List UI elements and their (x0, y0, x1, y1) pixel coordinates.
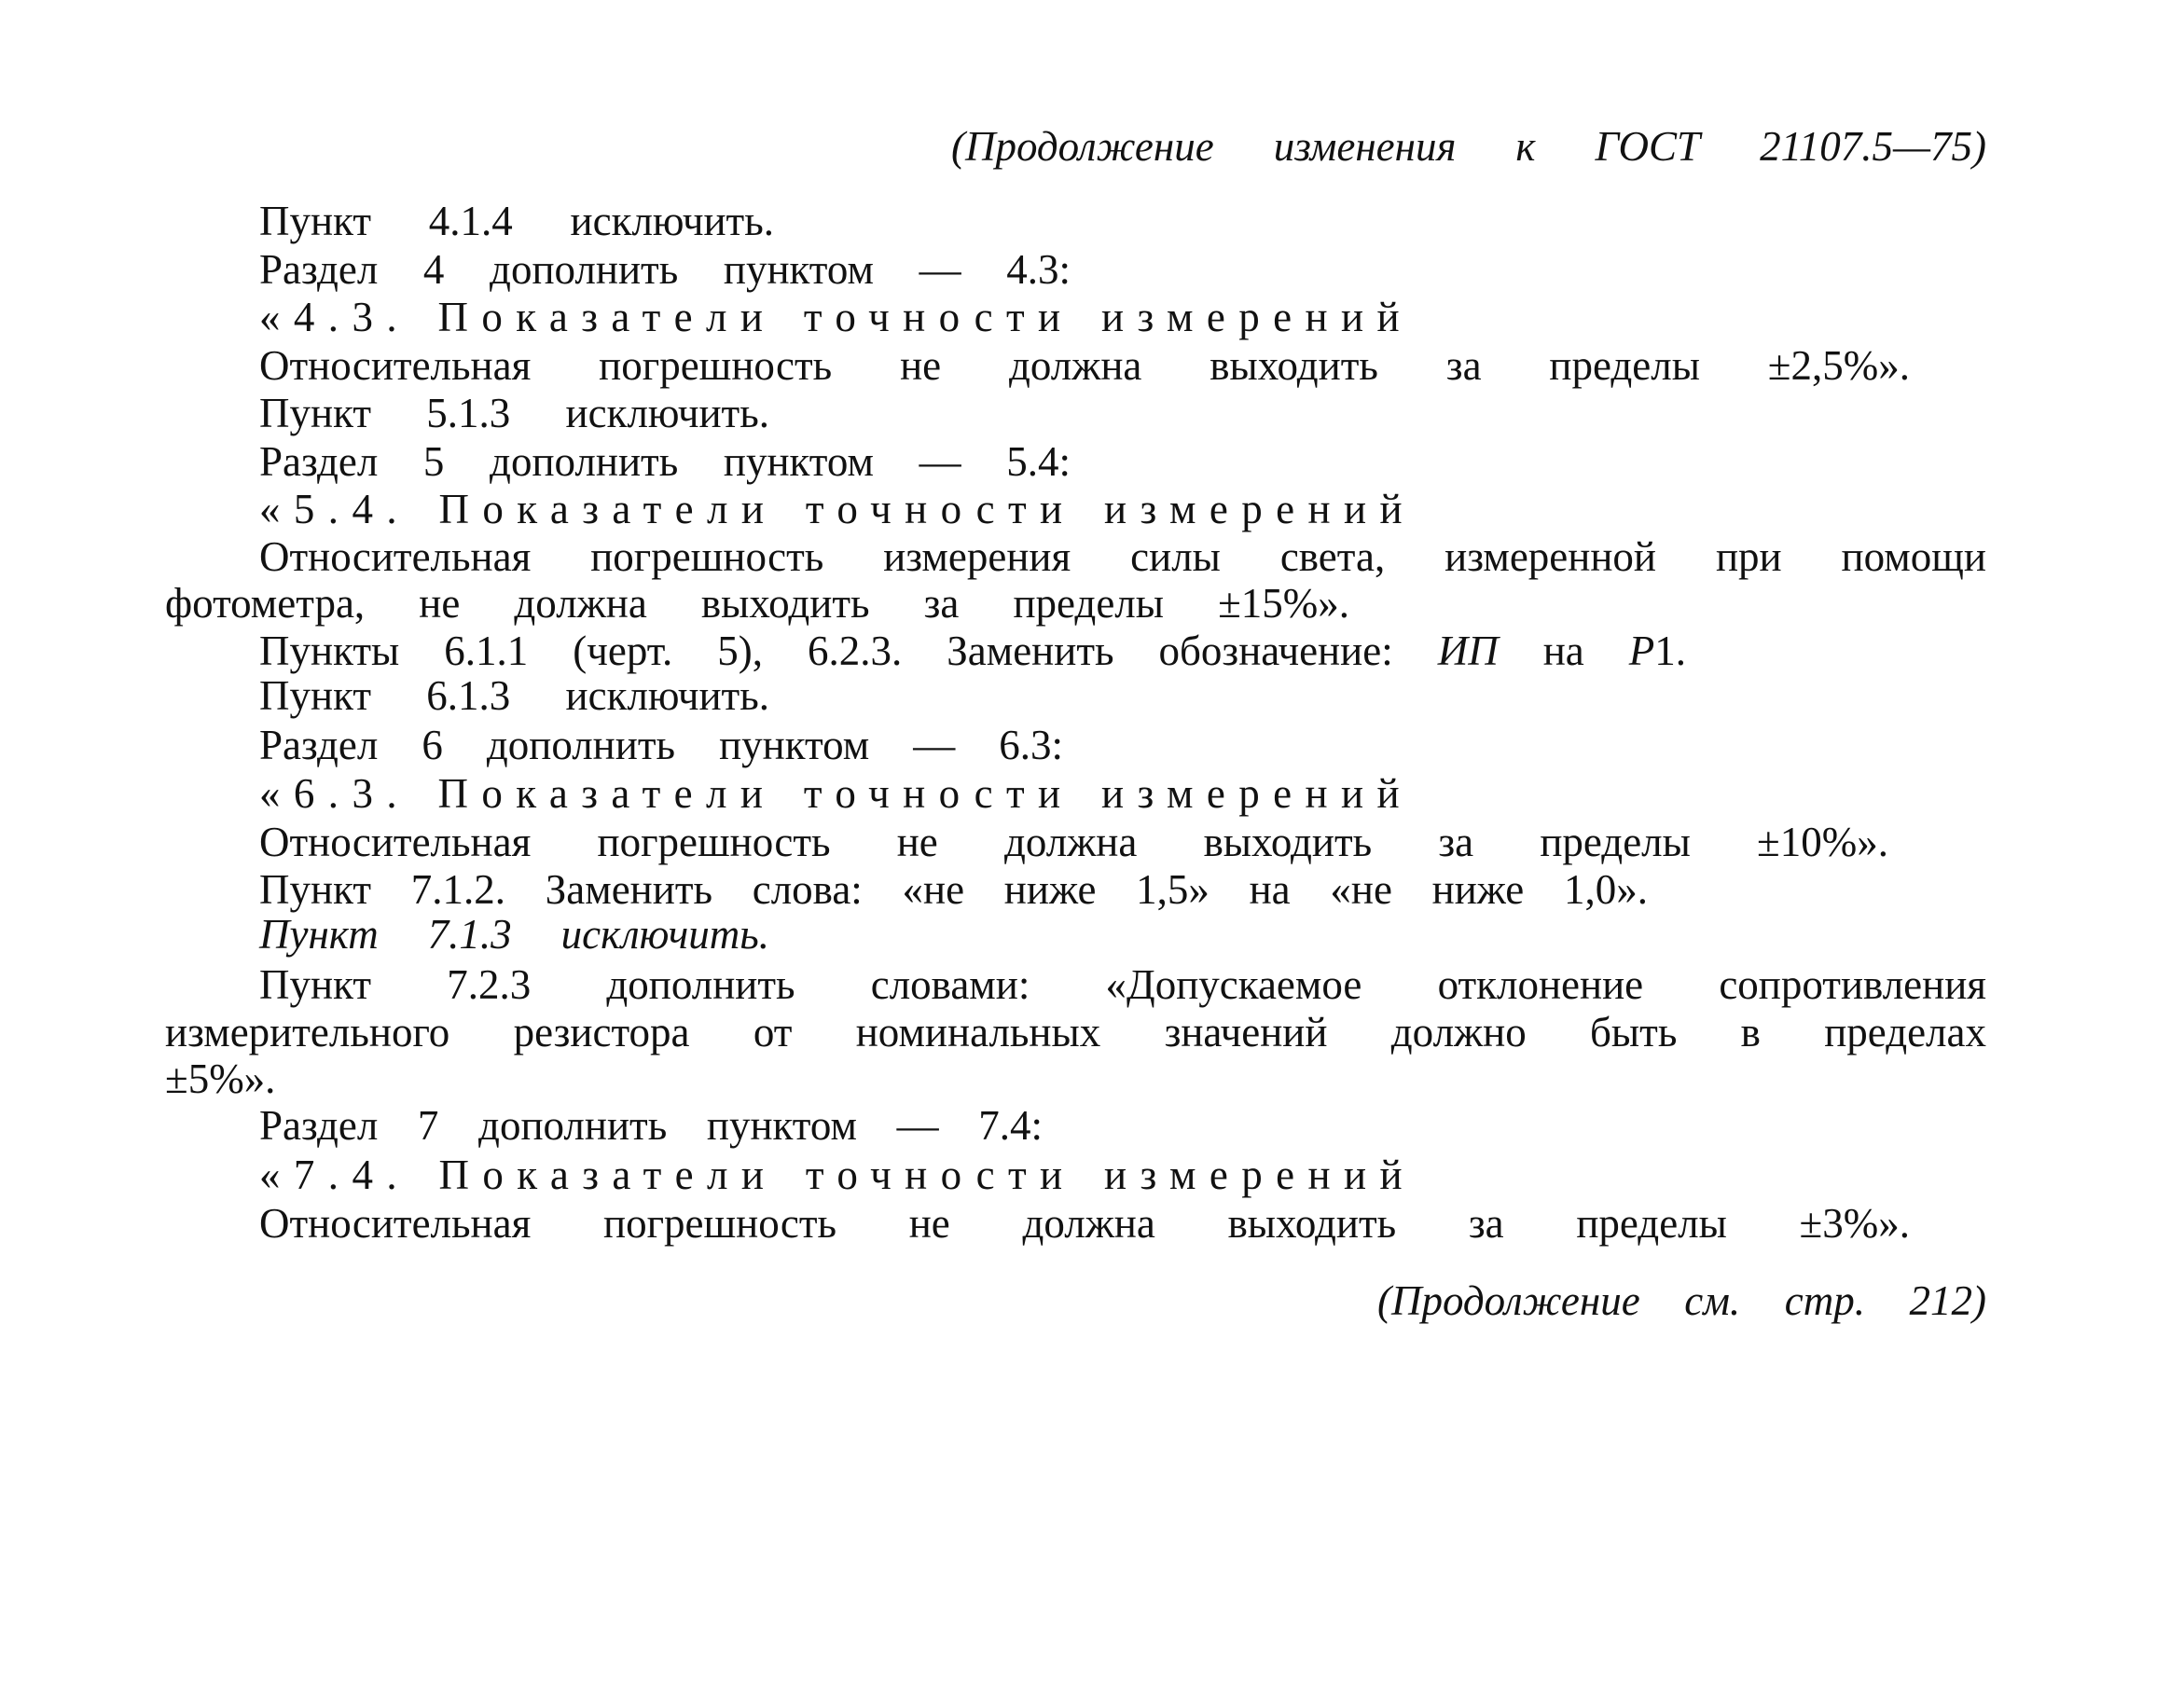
text-line: Пункт 5.1.3 исключить. (259, 390, 769, 436)
text-segment: Пункты 6.1.1 (черт. 5), 6.2.3. Заменить обозначение: (259, 628, 1438, 674)
text-line: Пункт 6.1.3 исключить. (259, 672, 769, 719)
text-line: Пункт 4.1.4 исключить. (259, 198, 774, 244)
text-line: Пункт 7.1.2. Заменить слова: «не ниже 1,5» на «не ниже 1,0». (259, 866, 1648, 913)
text-line: фотометра, не должна выходить за пределы ±15%». (165, 580, 1349, 627)
text-line: Относительная погрешность не должна выходить за пределы ±3%». (259, 1200, 1910, 1247)
section-heading: «5.4. Показатели точности измерений (259, 486, 1416, 532)
text-line: измерительного резистора от номинальных значений должно быть в пределах (165, 1009, 1986, 1055)
text-line: Относительная погрешность измерения силы света, измеренной при помощи (259, 533, 1986, 580)
text-line: Раздел 6 дополнить пунктом — 6.3: (259, 722, 1063, 768)
text-line: Раздел 7 дополнить пунктом — 7.4: (259, 1102, 1043, 1149)
text-segment: на (1498, 628, 1629, 674)
text-segment: 1. (1654, 628, 1686, 674)
text-line (259, 627, 1686, 675)
section-heading: «7.4. Показатели точности измерений (259, 1152, 1416, 1198)
text-line: Раздел 5 дополнить пунктом — 5.4: (259, 438, 1071, 485)
text-line: Пункт 7.1.3 исключить. (259, 911, 769, 958)
text-line: Раздел 4 дополнить пунктом — 4.3: (259, 246, 1071, 293)
text-segment-italic: ИП (1437, 628, 1499, 674)
continuation-footer: (Продолжение см. стр. 212) (1377, 1277, 1986, 1324)
text-line: Относительная погрешность не должна выходить за пределы ±2,5%». (259, 342, 1910, 389)
text-segment-italic: Р (1628, 628, 1655, 674)
text-line: ±5%». (165, 1055, 276, 1102)
text-line: Пункт 7.2.3 дополнить словами: «Допускаемое отклонение сопротивления (259, 961, 1986, 1008)
continuation-header: (Продолжение изменения к ГОСТ 21107.5—75) (951, 123, 1986, 170)
text-line: Относительная погрешность не должна выходить за пределы ±10%». (259, 819, 1888, 865)
section-heading: «4.3. Показатели точности измерений (259, 294, 1413, 340)
section-heading: «6.3. Показатели точности измерений (259, 770, 1413, 817)
